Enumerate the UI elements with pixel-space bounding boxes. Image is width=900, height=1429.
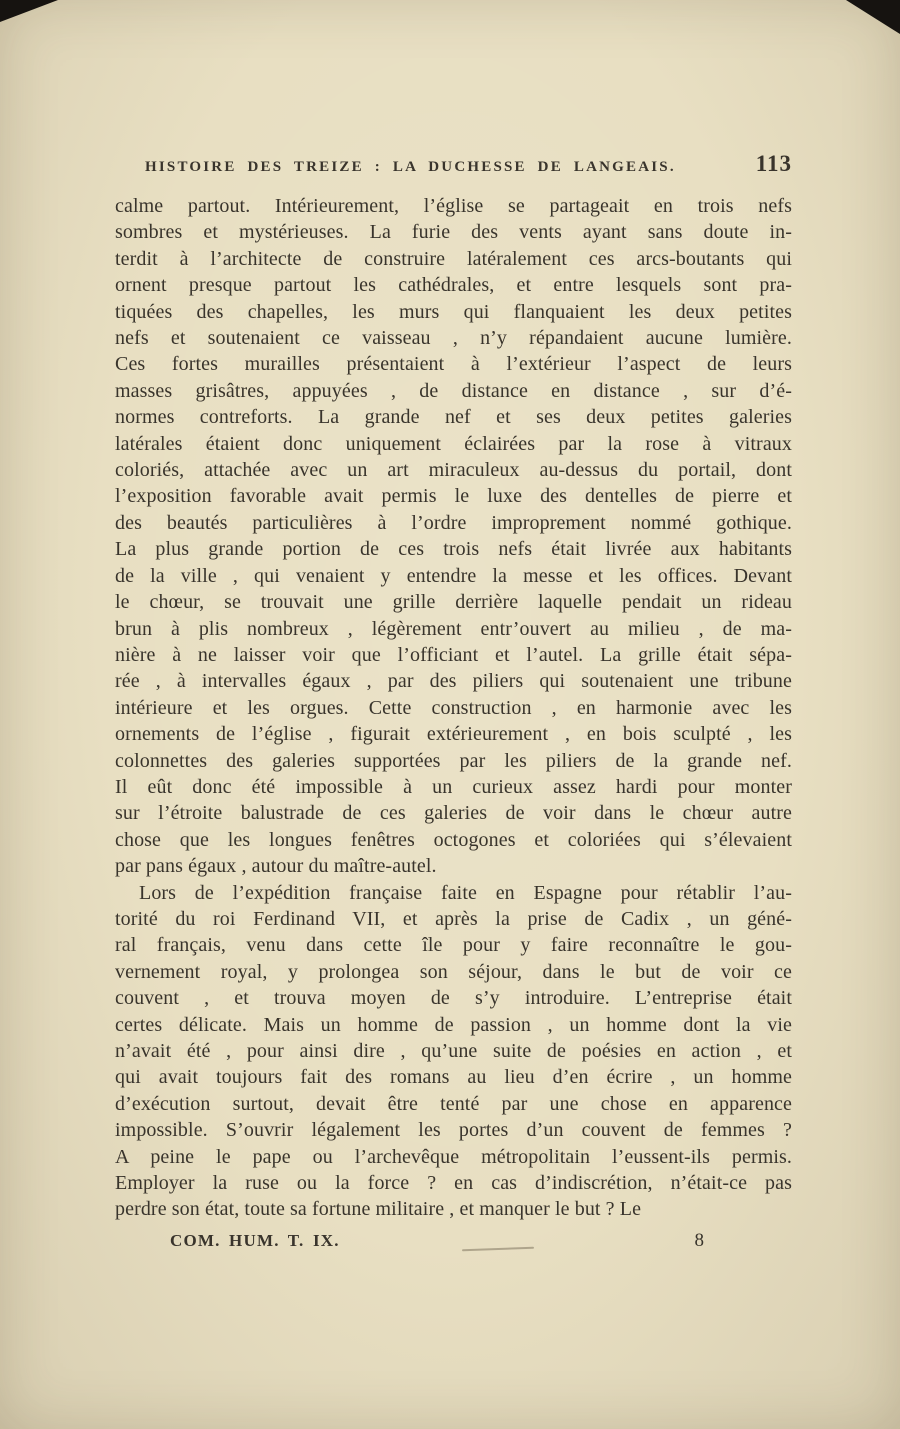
text-line: rée , à intervalles égaux , par des piliers qui soutenaient une tribune (115, 670, 792, 693)
text-line: brun à plis nombreux , légèrement entr’ouvert au milieu , de ma- (115, 617, 792, 640)
text-line: Employer la ruse ou la force ? en cas d’indiscrétion, n’était-ce pas (115, 1172, 792, 1195)
text-line: l’exposition favorable avait permis le luxe des dentelles de pierre et (115, 485, 792, 508)
text-line: ornent presque partout les cathédrales, et entre lesquels sont pra- (115, 274, 792, 297)
text-line: A peine le pape ou l’archevêque métropolitain l’eussent-ils permis. (115, 1145, 792, 1168)
text-line: qui avait toujours fait des romans au lieu d’en écrire , un homme (115, 1066, 792, 1089)
text-line: par pans égaux , autour du maître-autel. (115, 855, 437, 878)
text-line: couvent , et trouva moyen de s’y introduire. L’entreprise était (115, 987, 792, 1010)
text-line: ornements de l’église , figurait extérieurement , en bois sculpté , les (115, 723, 792, 746)
text-line: Il eût donc été impossible à un curieux assez hardi pour monter (115, 775, 792, 798)
page-number: 113 (755, 151, 792, 176)
text-line: normes contreforts. La grande nef et ses deux petites galeries (115, 406, 792, 429)
text-line: de la ville , qui venaient y entendre la messe et les offices. Devant (115, 564, 792, 587)
text-line: coloriés, attachée avec un art miraculeux au-dessus du portail, dont (115, 459, 792, 482)
scan-artifact-top-right (846, 0, 900, 34)
text-line: Lors de l’expédition française faite en Espagne pour rétablir l’au- (139, 881, 792, 904)
text-line: le chœur, se trouvait une grille derrière laquelle pendait un rideau (115, 591, 792, 614)
text-line: impossible. S’ouvrir légalement les portes d’un couvent de femmes ? (115, 1119, 792, 1142)
text-line: perdre son état, toute sa fortune militaire , et manquer le but ? Le (115, 1198, 642, 1221)
text-line: des beautés particulières à l’ordre improprement nommé gothique. (115, 511, 792, 534)
text-line: torité du roi Ferdinand VII, et après la prise de Cadix , un géné- (115, 907, 792, 930)
text-line: certes délicate. Mais un homme de passion , un homme dont la vie (115, 1013, 792, 1036)
body-text (115, 193, 792, 1223)
text-line: intérieure et les orgues. Cette construction , en harmonie avec les (115, 696, 792, 719)
text-line: ral français, venu dans cette île pour y faire reconnaître le gou- (115, 934, 792, 957)
text-line: La plus grande portion de ces trois nefs était livrée aux habitants (115, 538, 792, 561)
text-line: colonnettes des galeries supportées par les piliers de la grande nef. (115, 749, 792, 772)
text-line: terdit à l’architecte de construire latéralement ces arcs-boutants qui (115, 247, 792, 270)
text-line: latérales étaient donc uniquement éclairées par la rose à vitraux (115, 432, 792, 455)
text-line: n’avait été , pour ainsi dire , qu’une suite de poésies en action , et (115, 1040, 792, 1062)
text-line: sur l’étroite balustrade de ces galeries de voir dans le chœur autre (115, 802, 792, 825)
text-line: sombres et mystérieuses. La furie des vents ayant sans doute in- (115, 221, 792, 244)
text-line: chose que les longues fenêtres octogones et coloriées qui s’élevaient (115, 828, 792, 851)
text-line: Ces fortes murailles présentaient à l’extérieur l’aspect de leurs (115, 353, 792, 376)
text-line: masses grisâtres, appuyées , de distance en distance , sur d’é- (115, 379, 792, 402)
signature-mark: COM. HUM. T. IX. (170, 1230, 340, 1250)
text-line: d’exécution surtout, devait être tenté par une chose en apparence (115, 1092, 792, 1115)
text-line: nefs et soutenaient ce vaisseau , n’y répandaient aucune lumière. (115, 327, 792, 350)
gathering-number: 8 (694, 1229, 704, 1251)
text-line: tiquées des chapelles, les murs qui flanquaient les deux petites (115, 300, 792, 323)
text-line: nière à ne laisser voir que l’officiant et l’autel. La grille était sépa- (115, 643, 792, 666)
text-line: calme partout. Intérieurement, l’église se partageait en trois nefs (115, 195, 792, 217)
running-head (115, 152, 792, 179)
text-line: vernement royal, y prolongea son séjour, dans le but de voir ce (115, 960, 792, 983)
page-footer (115, 1229, 792, 1253)
scan-artifact-top-left (0, 0, 58, 22)
running-title: HISTOIRE DES TREIZE : LA DUCHESSE DE LANGEAIS. (145, 159, 676, 175)
